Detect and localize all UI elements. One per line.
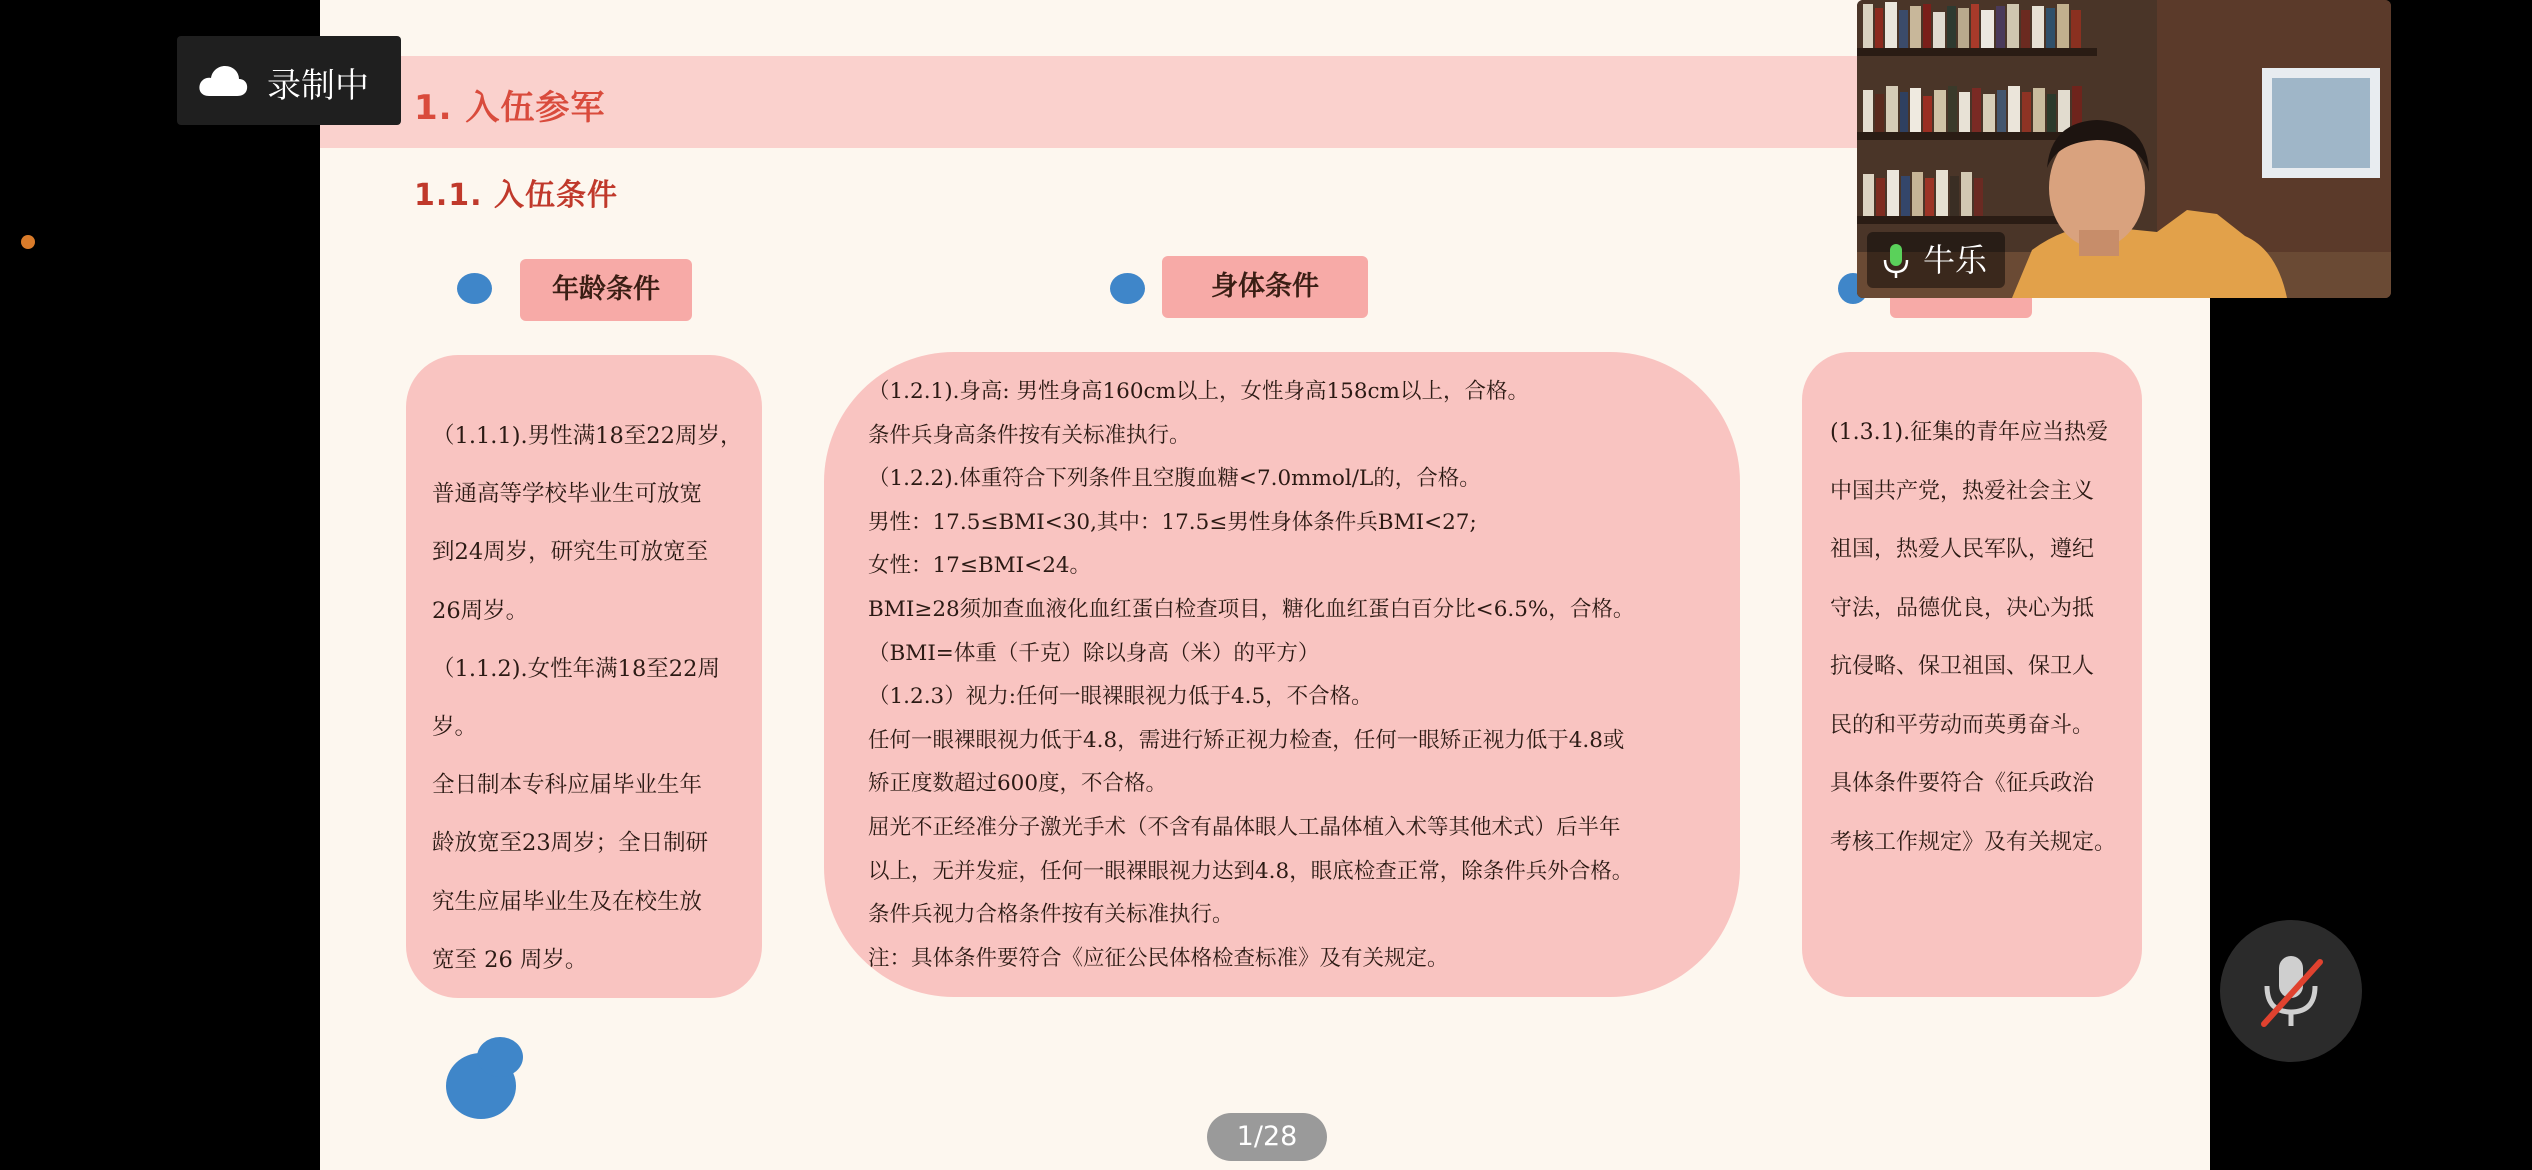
text-line: 具体条件要符合《征兵政治 — [1830, 771, 2095, 796]
text-line: 全日制本专科应届毕业生年 — [432, 772, 703, 799]
participant-video[interactable] — [1857, 0, 2391, 298]
mute-button[interactable] — [2220, 920, 2362, 1062]
decor-circle — [477, 1037, 523, 1077]
participant-name-badge — [1867, 232, 2005, 288]
text-line: 条件兵身高条件按有关标准执行。 — [868, 422, 1191, 448]
text-line: 26周岁。 — [432, 597, 529, 624]
microphone-icon — [1881, 242, 1911, 280]
text-line: （1.2.2).体重符合下列条件且空腹血糖<7.0mmol/L的，合格。 — [868, 466, 1481, 492]
bullet-dot — [457, 273, 492, 304]
text-line: 男性：17.5≤BMI<30,其中：17.5≤男性身体条件兵BMI<27; — [868, 509, 1477, 535]
text-line: 以上，无并发症，任何一眼裸眼视力达到4.8，眼底检查正常，除条件兵外合格。 — [868, 858, 1634, 884]
politics-conditions-card — [1802, 352, 2142, 997]
recording-badge[interactable] — [177, 36, 401, 125]
age-conditions-text — [432, 407, 750, 989]
bullet-dot — [1110, 273, 1145, 304]
slide-subtitle: 1.1. 入伍条件 — [414, 178, 618, 213]
text-line: 宽至 26 周岁。 — [432, 946, 588, 973]
text-line: 任何一眼裸眼视力低于4.8，需进行矫正视力检查，任何一眼矫正视力低于4.8或 — [868, 727, 1625, 753]
text-line: (1.3.1).征集的青年应当热爱 — [1830, 420, 2109, 445]
recording-label: 录制中 — [267, 66, 369, 106]
text-line: 中国共产党，热爱社会主义 — [1830, 478, 2095, 504]
text-line: 注：具体条件要符合《应征公民体格检查标准》及有关规定。 — [868, 945, 1449, 971]
text-line: 抗侵略、保卫祖国、保卫人 — [1830, 654, 2095, 679]
status-dot — [21, 235, 35, 249]
page-indicator: 1/28 — [1207, 1113, 1327, 1161]
participant-name: 牛乐 — [1923, 241, 1988, 279]
microphone-muted-icon — [2256, 952, 2326, 1030]
text-line: 祖国，热爱人民军队，遵纪 — [1830, 537, 2095, 562]
tag-body: 身体条件 — [1162, 256, 1368, 318]
text-line: 考核工作规定》及有关规定。 — [1830, 829, 2117, 855]
text-line: 条件兵视力合格条件按有关标准执行。 — [868, 902, 1234, 928]
text-line: BMI≥28须加查血液化血红蛋白检查项目，糖化血红蛋白百分比<6.5%，合格。 — [868, 596, 1635, 622]
text-line: （BMI=体重（千克）除以身高（米）的平方） — [868, 640, 1320, 666]
slide-title: 1. 入伍参军 — [414, 88, 606, 128]
text-line: （1.1.2).女性年满18至22周岁。 — [432, 655, 720, 741]
text-line: 龄放宽至23周岁；全日制研 — [432, 830, 709, 857]
cloud-icon — [197, 64, 249, 98]
text-line: （1.2.3）视力:任何一眼裸眼视力低于4.5，不合格。 — [868, 684, 1373, 710]
text-line: 民的和平劳动而英勇奋斗。 — [1830, 712, 2095, 738]
text-line: 究生应届毕业生及在校生放 — [432, 888, 703, 915]
text-line: 守法，品德优良，决心为抵 — [1830, 595, 2095, 621]
body-conditions-text — [868, 370, 1718, 980]
text-line: 屈光不正经准分子激光手术（不含有晶体眼人工晶体植入术等其他术式）后半年 — [868, 814, 1621, 840]
body-conditions-card — [824, 352, 1740, 997]
text-line: （1.2.1).身高: 男性身高160cm以上，女性身高158cm以上，合格。 — [868, 379, 1529, 404]
text-line: 普通高等学校毕业生可放宽 — [432, 481, 703, 508]
text-line: 到24周岁，研究生可放宽至 — [432, 539, 709, 566]
age-conditions-card — [406, 355, 762, 998]
text-line: （1.1.1).男性满18至22周岁， — [432, 423, 743, 449]
politics-conditions-text — [1830, 404, 2142, 872]
tag-age: 年龄条件 — [520, 259, 692, 321]
text-line: 矫正度数超过600度，不合格。 — [868, 771, 1168, 797]
text-line: 女性：17≤BMI<24。 — [868, 553, 1092, 579]
